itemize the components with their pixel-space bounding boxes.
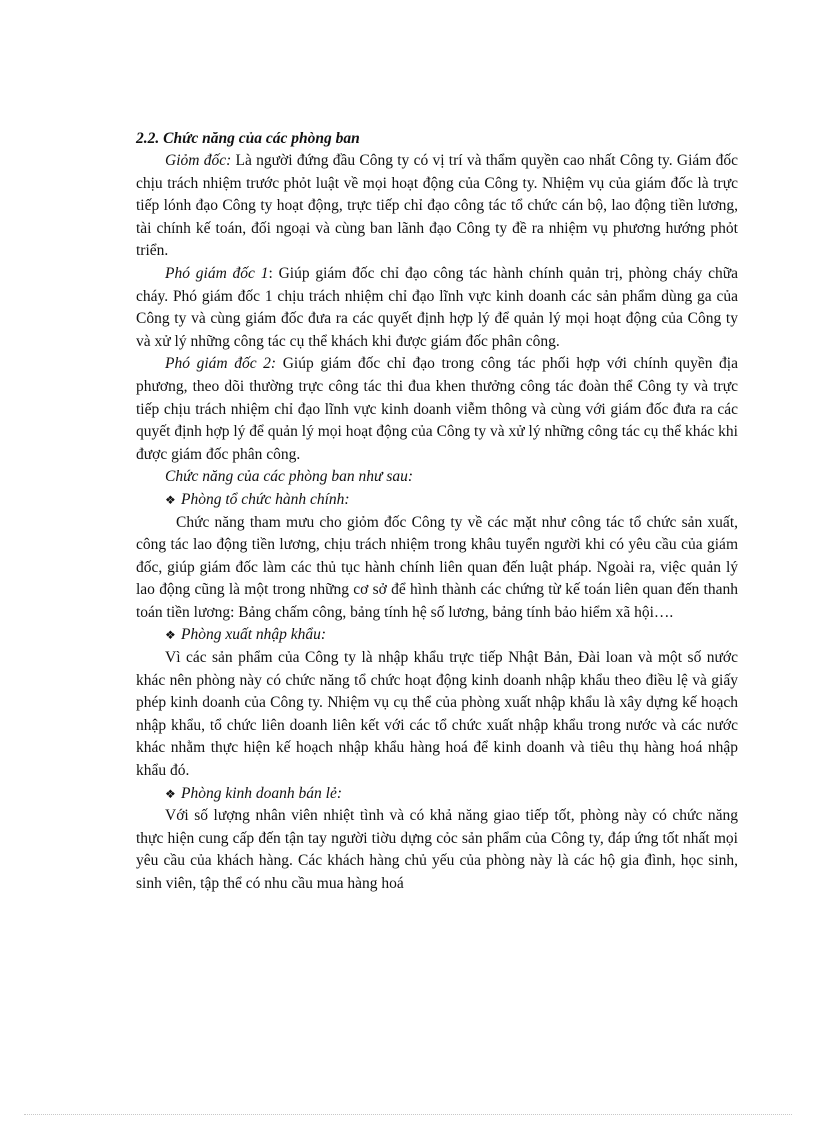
admin-title: Phòng tổ chức hành chính: [181,490,350,508]
section-heading: 2.2. Chức năng của các phòng ban [136,130,360,147]
deputy1-text: : Giúp giám đốc chỉ đạo công tác hành chính quản trị, phòng cháy chữa cháy. Phó giám đốc 1 chịu trách nhiệm chỉ đạo lĩnh vực kinh doanh các sản phẩm dùng ga của Công ty và cùng giám đốc đưa ra các quyết định hợp lý để quản lý mọi hoạt động của Công ty và xử lý những công tác cụ thể khách khi được giám đốc phân công. [136,264,738,350]
import-export-title: Phòng xuất nhập khẩu: [181,626,327,644]
bullet-admin [136,489,738,512]
document-page [136,128,738,896]
paragraph-deputy-1 [136,263,738,353]
diamond-bullet-icon: ❖ [165,628,176,643]
paragraph-admin: Chức năng tham mưu cho giỏm đốc Công ty về các mặt như công tác tổ chức sản xuất, công tác lao động tiền lương, chịu trách nhiệm trong khâu tuyển người khi có yêu cầu của giám đốc, giúp giám đốc làm các thủ tục hành chính liên quan đến luật pháp. Ngoài ra, việc quản lý lao động cũng là một trong những cơ sở để hình thành các chứng từ kế toán liên quan đến thanh toán tiền lương: Bảng chấm công, bảng tính hệ số lương, bảng tính bảo hiểm xã hội…. [136,513,738,621]
deputy2-lead: Phó giám đốc 2: [165,355,277,373]
page-bottom-divider [24,1114,792,1115]
functions-intro: Chức năng của các phòng ban như sau: [165,468,414,486]
paragraph-retail: Với số lượng nhân viên nhiệt tình và có khả năng giao tiếp tốt, phòng này có chức năng thực hiện cung cấp đến tận tay người tiờu dựng cỏc sản phẩm của Công ty, đáp ứng tốt nhất mọi yêu cầu của khách hàng. Các khách hàng chủ yếu của phòng này là các hộ gia đình, học sinh, sinh viên, tập thể có nhu cầu mua hàng hoá [136,807,738,892]
deputy1-lead: Phó giám đốc 1 [165,264,269,282]
bullet-retail [136,783,738,806]
deputy2-text: Giúp giám đốc chỉ đạo trong công tác phối hợp với chính quyền địa phương, theo dõi thường trực công tác thi đua khen thưởng công tác đoàn thể Công ty và trực tiếp chịu trách nhiệm chỉ đạo lĩnh vực kinh doanh viễm thông và cùng với giám đốc đưa ra các quyết định hợp lý để quản lý mọi hoạt động của Công ty và xử lý những công tác cụ thể khác khi được giám đốc phân công. [136,355,738,463]
retail-title: Phòng kinh doanh bán lẻ: [181,784,343,802]
paragraph-director [136,150,738,263]
paragraph-import-export: Vì các sản phẩm của Công ty là nhập khẩu trực tiếp Nhật Bản, Đài loan và một số nước khác nên phòng này có chức năng tổ chức hoạt động kinh doanh nhập khẩu theo điều lệ và giấy phép kinh doanh của Công ty. Nhiệm vụ cụ thể của phòng xuất nhập khẩu là xây dựng kế hoạch nhập khẩu, tổ chức liên doanh liên kết với các tổ chức xuất nhập khẩu trong nước và các nước khác nhằm thực hiện kế hoạch nhập khẩu hàng hoá để kinh doanh và tiêu thụ hàng hoá nhập khẩu đó. [136,649,738,780]
director-lead: Giỏm đốc: [165,152,232,169]
director-text: Là người đứng đầu Công ty có vị trí và thẩm quyền cao nhất Công ty. Giám đốc chịu trách nhiệm trước phỏt luật về mọi hoạt động của Công ty. Nhiệm vụ của giám đốc là trực tiếp lónh đạo Công ty hoạt động, trực tiếp chỉ đạo công tác tổ chức cán bộ, lao động tiền lương, tài chính kế toán, đối ngoại và cùng ban lãnh đạo Công ty đề ra nhiệm vụ phương hướng phỏt triển. [136,152,738,260]
bullet-import-export [136,624,738,647]
paragraph-deputy-2 [136,353,738,466]
diamond-bullet-icon: ❖ [165,786,176,801]
diamond-bullet-icon: ❖ [165,492,176,507]
